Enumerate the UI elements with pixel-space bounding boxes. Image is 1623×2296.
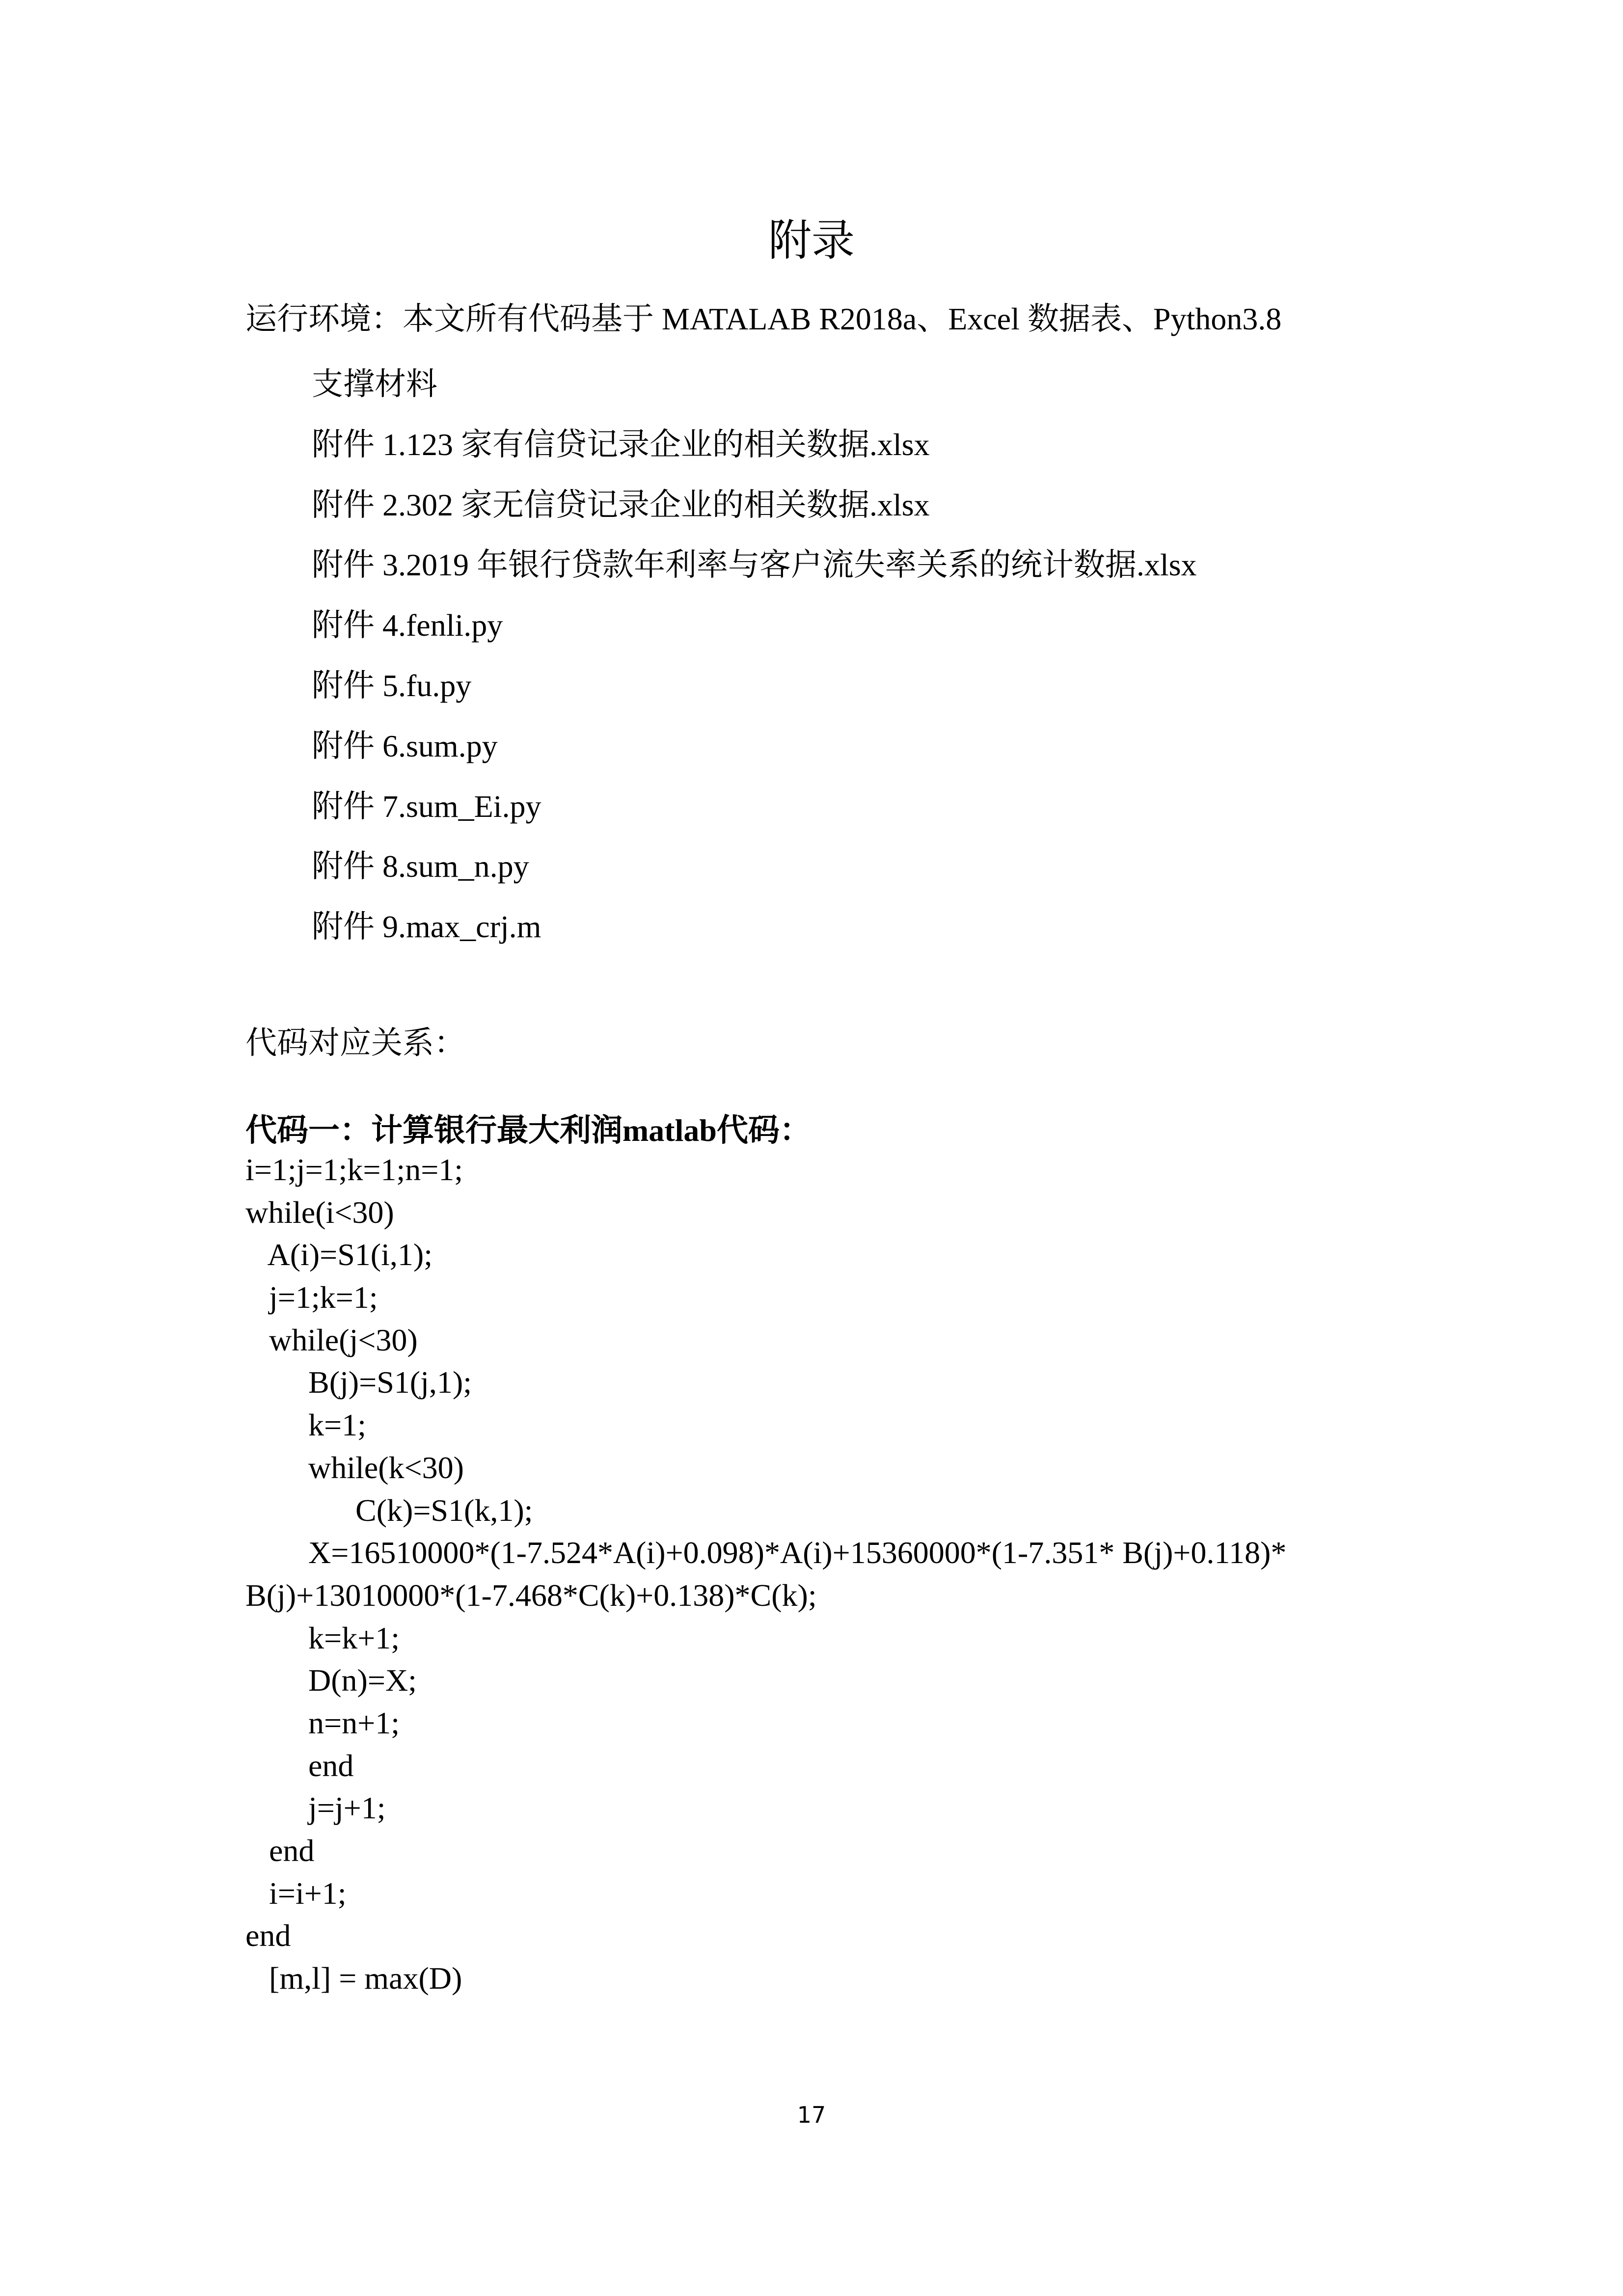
code-line: j=j+1; [245, 1790, 386, 1826]
page-title: 附录 [768, 215, 855, 266]
code-line: [m,l] = max(D) [245, 1961, 462, 1996]
code-line: i=1;j=1;k=1;n=1; [245, 1152, 463, 1187]
materials-list [312, 354, 1197, 957]
code-line: B(j)=S1(j,1); [245, 1365, 472, 1400]
code-line: n=n+1; [245, 1705, 400, 1740]
environment-line: 运行环境：本文所有代码基于 MATALAB R2018a、Excel 数据表、Python3.8 [245, 301, 1282, 336]
code-block [245, 1149, 1286, 2000]
attachment-item: 附件 5.fu.py [312, 668, 472, 703]
code-line: X=16510000*(1-7.524*A(i)+0.098)*A(i)+15360000*(1-7.351* B(j)+0.118)* [245, 1535, 1287, 1570]
code-line: k=1; [245, 1407, 366, 1443]
code-line: end [245, 1748, 354, 1783]
attachment-item: 附件 7.sum_Ei.py [312, 788, 541, 824]
code-line: k=k+1; [245, 1620, 400, 1655]
code-line: B(j)+13010000*(1-7.468*C(k)+0.138)*C(k); [245, 1577, 817, 1613]
page-number: 17 [797, 2102, 826, 2128]
code-mapping-heading: 代码对应关系： [245, 1026, 465, 1060]
code-line: A(i)=S1(i,1); [245, 1237, 433, 1272]
code-line: while(j<30) [245, 1322, 418, 1357]
code-line: D(n)=X; [245, 1663, 417, 1698]
attachment-item: 附件 4.fenli.py [312, 608, 503, 643]
code-line: C(k)=S1(k,1); [245, 1492, 533, 1528]
code-line: end [245, 1918, 291, 1953]
code-line: while(i<30) [245, 1194, 394, 1230]
code-line: while(k<30) [245, 1450, 464, 1485]
attachment-item: 附件 1.123 家有信贷记录企业的相关数据.xlsx [312, 427, 930, 462]
code-line: j=1;k=1; [245, 1280, 378, 1315]
attachment-item: 附件 9.max_crj.m [312, 909, 541, 945]
attachment-item: 附件 3.2019 年银行贷款年利率与客户流失率关系的统计数据.xlsx [312, 547, 1197, 583]
attachment-item: 附件 2.302 家无信贷记录企业的相关数据.xlsx [312, 487, 930, 522]
code-line: end [245, 1833, 315, 1868]
attachment-item: 附件 6.sum.py [312, 728, 498, 763]
materials-heading: 支撑材料 [312, 367, 437, 402]
code-line: i=i+1; [245, 1875, 347, 1911]
attachment-item: 附件 8.sum_n.py [312, 849, 529, 884]
code-section-title: 代码一：计算银行最大利润matlab代码： [245, 1113, 811, 1148]
